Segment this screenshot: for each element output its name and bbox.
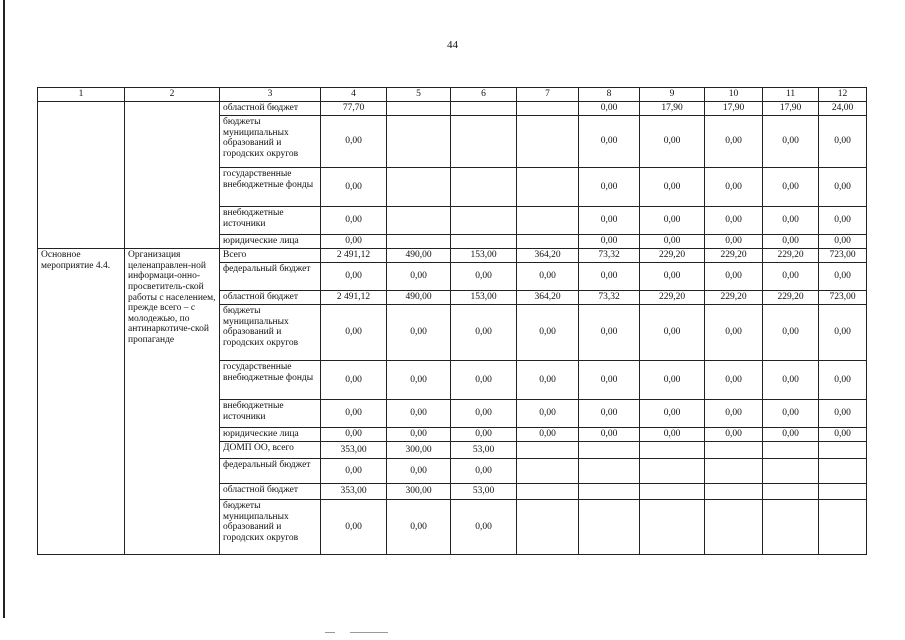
amount-cell: 723,00	[819, 249, 867, 263]
amount-cell: 0,00	[579, 116, 640, 168]
amount-cell: 73,32	[579, 249, 640, 263]
amount-cell: 0,00	[640, 168, 705, 207]
amount-cell: 0,00	[705, 400, 763, 428]
amount-cell: 0,00	[579, 235, 640, 249]
amount-cell: 0,00	[819, 235, 867, 249]
amount-cell	[517, 235, 579, 249]
amount-cell: 0,00	[321, 116, 387, 168]
amount-cell: 24,00	[819, 102, 867, 116]
amount-cell: 0,00	[451, 428, 517, 442]
amount-cell	[517, 102, 579, 116]
amount-cell: 0,00	[451, 400, 517, 428]
amount-cell: 53,00	[451, 442, 517, 459]
amount-cell: 0,00	[579, 168, 640, 207]
amount-cell	[451, 102, 517, 116]
amount-cell: 300,00	[387, 484, 451, 500]
amount-cell: 0,00	[321, 235, 387, 249]
amount-cell: 0,00	[640, 207, 705, 235]
amount-cell	[763, 442, 819, 459]
amount-cell: 0,00	[819, 168, 867, 207]
amount-cell: 0,00	[819, 361, 867, 400]
amount-cell	[640, 484, 705, 500]
amount-cell: 153,00	[451, 249, 517, 263]
amount-cell: 0,00	[321, 459, 387, 484]
amount-cell: 0,00	[640, 116, 705, 168]
amount-cell: 0,00	[705, 263, 763, 291]
amount-cell: 0,00	[579, 361, 640, 400]
amount-cell: 0,00	[387, 263, 451, 291]
amount-cell: 723,00	[819, 291, 867, 305]
amount-cell	[517, 442, 579, 459]
amount-cell	[705, 484, 763, 500]
amount-cell	[579, 500, 640, 555]
amount-cell: 490,00	[387, 249, 451, 263]
amount-cell: 0,00	[579, 263, 640, 291]
amount-cell	[387, 168, 451, 207]
amount-cell: 0,00	[763, 305, 819, 361]
amount-cell: 0,00	[517, 400, 579, 428]
amount-cell	[517, 500, 579, 555]
amount-cell: 0,00	[705, 168, 763, 207]
measure-name-cell: Основное мероприятие 4.4.	[38, 249, 125, 555]
amount-cell	[451, 168, 517, 207]
funding-source-cell: внебюджетные источники	[220, 400, 321, 428]
amount-cell: 0,00	[640, 428, 705, 442]
header-cell: 1	[38, 88, 125, 102]
amount-cell: 0,00	[387, 305, 451, 361]
amount-cell: 0,00	[819, 305, 867, 361]
amount-cell: 364,20	[517, 249, 579, 263]
amount-cell	[705, 500, 763, 555]
amount-cell	[451, 116, 517, 168]
amount-cell: 0,00	[321, 263, 387, 291]
amount-cell: 2 491,12	[321, 249, 387, 263]
funding-source-cell: государственные внебюджетные фонды	[220, 361, 321, 400]
header-cell: 11	[763, 88, 819, 102]
amount-cell	[387, 235, 451, 249]
amount-cell: 0,00	[579, 102, 640, 116]
amount-cell	[819, 459, 867, 484]
amount-cell: 0,00	[640, 235, 705, 249]
funding-source-cell: бюджеты муниципальных образований и городских округов	[220, 116, 321, 168]
amount-cell: 17,90	[640, 102, 705, 116]
funding-source-cell: областной бюджет	[220, 484, 321, 500]
amount-cell: 0,00	[640, 400, 705, 428]
amount-cell: 0,00	[387, 361, 451, 400]
amount-cell: 0,00	[763, 428, 819, 442]
header-cell: 8	[579, 88, 640, 102]
amount-cell	[387, 102, 451, 116]
amount-cell: 0,00	[517, 263, 579, 291]
table-row	[38, 102, 867, 116]
amount-cell: 17,90	[705, 102, 763, 116]
funding-source-cell: бюджеты муниципальных образований и городских округов	[220, 500, 321, 555]
amount-cell: 364,20	[517, 291, 579, 305]
amount-cell: 0,00	[579, 428, 640, 442]
amount-cell: 0,00	[819, 263, 867, 291]
funding-source-cell: федеральный бюджет	[220, 263, 321, 291]
amount-cell: 73,32	[579, 291, 640, 305]
funding-source-cell: федеральный бюджет	[220, 459, 321, 484]
amount-cell	[451, 235, 517, 249]
measure-description-cell: Организация целенаправлен-ной информаци-онно-просветитель-ской работы с населением, прежде всего – с молодежью, по антинаркотиче-ской пропаганде	[125, 249, 220, 555]
amount-cell: 0,00	[579, 207, 640, 235]
amount-cell: 0,00	[321, 207, 387, 235]
amount-cell: 0,00	[763, 207, 819, 235]
header-cell: 2	[125, 88, 220, 102]
page-number: 44	[447, 39, 458, 51]
amount-cell: 0,00	[451, 263, 517, 291]
table-header	[38, 88, 867, 102]
amount-cell	[819, 442, 867, 459]
amount-cell: 0,00	[387, 428, 451, 442]
amount-cell	[387, 116, 451, 168]
header-cell: 12	[819, 88, 867, 102]
amount-cell: 229,20	[705, 291, 763, 305]
amount-cell: 53,00	[451, 484, 517, 500]
amount-cell: 0,00	[517, 361, 579, 400]
amount-cell: 0,00	[705, 116, 763, 168]
amount-cell: 0,00	[321, 400, 387, 428]
amount-cell: 0,00	[819, 428, 867, 442]
funding-source-cell: внебюджетные источники	[220, 207, 321, 235]
amount-cell	[819, 484, 867, 500]
amount-cell: 0,00	[387, 400, 451, 428]
header-cell: 3	[220, 88, 321, 102]
budget-table	[37, 87, 867, 555]
amount-cell: 0,00	[579, 400, 640, 428]
amount-cell: 0,00	[763, 116, 819, 168]
amount-cell: 0,00	[763, 263, 819, 291]
header-cell: 5	[387, 88, 451, 102]
funding-source-cell: бюджеты муниципальных образований и городских округов	[220, 305, 321, 361]
amount-cell: 229,20	[705, 249, 763, 263]
amount-cell: 153,00	[451, 291, 517, 305]
amount-cell: 229,20	[763, 291, 819, 305]
amount-cell: 0,00	[517, 428, 579, 442]
amount-cell: 0,00	[321, 361, 387, 400]
header-cell: 6	[451, 88, 517, 102]
measure-description-cell	[125, 102, 220, 249]
amount-cell: 0,00	[640, 361, 705, 400]
amount-cell	[517, 168, 579, 207]
amount-cell: 0,00	[321, 168, 387, 207]
amount-cell	[517, 116, 579, 168]
amount-cell	[579, 442, 640, 459]
amount-cell: 0,00	[451, 459, 517, 484]
amount-cell: 0,00	[517, 305, 579, 361]
amount-cell	[579, 459, 640, 484]
left-margin-rule	[3, 0, 5, 618]
amount-cell: 300,00	[387, 442, 451, 459]
amount-cell: 490,00	[387, 291, 451, 305]
amount-cell	[640, 500, 705, 555]
header-cell: 4	[321, 88, 387, 102]
amount-cell: 0,00	[705, 207, 763, 235]
amount-cell: 353,00	[321, 484, 387, 500]
amount-cell	[763, 484, 819, 500]
amount-cell: 0,00	[763, 168, 819, 207]
amount-cell	[387, 207, 451, 235]
amount-cell: 229,20	[763, 249, 819, 263]
funding-source-cell: областной бюджет	[220, 291, 321, 305]
amount-cell: 0,00	[763, 400, 819, 428]
funding-source-cell: государственные внебюджетные фонды	[220, 168, 321, 207]
funding-source-cell: областной бюджет	[220, 102, 321, 116]
header-cell: 9	[640, 88, 705, 102]
amount-cell	[579, 484, 640, 500]
table-body	[38, 102, 867, 555]
amount-cell: 0,00	[451, 500, 517, 555]
amount-cell	[451, 207, 517, 235]
amount-cell: 0,00	[387, 500, 451, 555]
amount-cell: 0,00	[763, 361, 819, 400]
amount-cell: 0,00	[705, 428, 763, 442]
header-row	[38, 88, 867, 102]
amount-cell	[517, 459, 579, 484]
amount-cell: 229,20	[640, 249, 705, 263]
amount-cell: 0,00	[321, 500, 387, 555]
amount-cell: 0,00	[819, 207, 867, 235]
amount-cell: 0,00	[387, 459, 451, 484]
amount-cell	[705, 459, 763, 484]
table-row	[38, 249, 867, 263]
amount-cell: 0,00	[451, 305, 517, 361]
amount-cell	[819, 500, 867, 555]
amount-cell: 0,00	[579, 305, 640, 361]
funding-source-cell: юридические лица	[220, 428, 321, 442]
amount-cell: 0,00	[705, 305, 763, 361]
amount-cell: 0,00	[705, 235, 763, 249]
amount-cell: 77,70	[321, 102, 387, 116]
amount-cell: 0,00	[321, 428, 387, 442]
amount-cell: 0,00	[819, 116, 867, 168]
amount-cell: 0,00	[819, 400, 867, 428]
amount-cell: 0,00	[640, 263, 705, 291]
funding-source-cell: ДОМП ОО, всего	[220, 442, 321, 459]
amount-cell: 0,00	[705, 361, 763, 400]
amount-cell	[763, 500, 819, 555]
amount-cell	[517, 207, 579, 235]
funding-source-cell: юридические лица	[220, 235, 321, 249]
funding-source-cell: Всего	[220, 249, 321, 263]
amount-cell	[640, 459, 705, 484]
amount-cell	[763, 459, 819, 484]
amount-cell: 0,00	[640, 305, 705, 361]
amount-cell: 0,00	[321, 305, 387, 361]
amount-cell: 353,00	[321, 442, 387, 459]
amount-cell	[640, 442, 705, 459]
amount-cell: 17,90	[763, 102, 819, 116]
header-cell: 10	[705, 88, 763, 102]
scan-mark	[325, 632, 335, 633]
measure-name-cell	[38, 102, 125, 249]
header-cell: 7	[517, 88, 579, 102]
amount-cell: 0,00	[451, 361, 517, 400]
amount-cell: 0,00	[763, 235, 819, 249]
amount-cell: 2 491,12	[321, 291, 387, 305]
amount-cell	[517, 484, 579, 500]
amount-cell	[705, 442, 763, 459]
amount-cell: 229,20	[640, 291, 705, 305]
scan-mark	[350, 632, 388, 633]
